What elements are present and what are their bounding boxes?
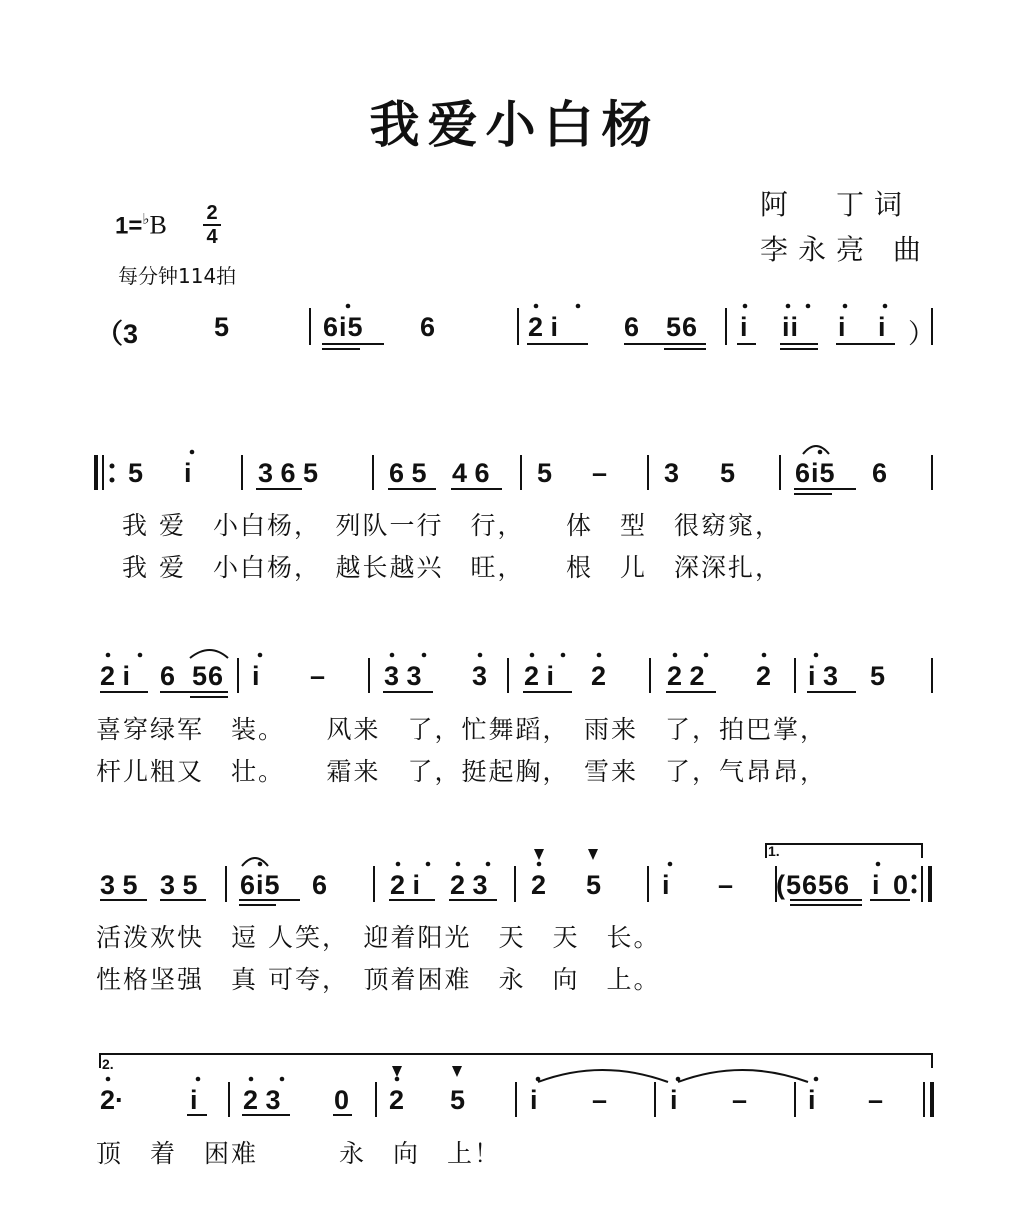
octave-dot <box>576 304 581 309</box>
octave-dot <box>486 862 491 867</box>
note: i <box>530 1085 538 1115</box>
note: 5 <box>128 458 144 488</box>
octave-dot <box>258 653 263 658</box>
flat-sign: ♭ <box>142 212 150 228</box>
tie <box>538 1070 668 1082</box>
volta-2-label: 2. <box>102 1056 114 1072</box>
song-title: 我爱小白杨 <box>369 95 660 154</box>
slur <box>242 858 268 866</box>
octave-dot <box>743 304 748 309</box>
note: 3 <box>472 661 488 691</box>
note: ii <box>782 312 800 342</box>
lyric-line-verse-2: 杆儿粗又 壮。 霜来 了，挺起胸， 雪来 了，气昂昂， <box>96 757 828 786</box>
octave-dot <box>876 862 881 867</box>
note: – <box>592 458 608 488</box>
repeat-dot <box>912 889 917 894</box>
octave-dot <box>668 862 673 867</box>
note: 6i5 <box>795 458 836 488</box>
note: 3 5 <box>160 870 198 900</box>
octave-dot <box>676 1077 681 1082</box>
note: 2 i <box>390 870 421 900</box>
octave-dot <box>561 653 566 658</box>
octave-dot <box>106 653 111 658</box>
octave-dot <box>762 653 767 658</box>
accent-mark <box>452 1066 462 1077</box>
accent-mark <box>534 849 544 860</box>
octave-dot <box>138 653 143 658</box>
repeat-dot <box>110 464 115 469</box>
note: i <box>740 312 748 342</box>
slur <box>190 650 228 658</box>
repeat-dot <box>912 875 917 880</box>
key-prefix: 1= <box>115 212 143 240</box>
note: 2· <box>100 1085 125 1115</box>
octave-dot <box>390 653 395 658</box>
note: – <box>732 1085 748 1115</box>
note: 6 5 <box>389 458 427 488</box>
note: 3 3 <box>384 661 422 691</box>
note: 3 6 5 <box>258 458 319 488</box>
accent-mark <box>392 1066 402 1077</box>
note: （3 <box>96 319 139 349</box>
note: 6 <box>312 870 328 900</box>
tie <box>678 1070 808 1082</box>
slur <box>803 446 829 454</box>
octave-dot <box>814 1077 819 1082</box>
lyric-line-verse-1: 我 爱 小白杨， 列队一行 行， 体 型 很窈窕， <box>122 511 782 540</box>
note: 6 <box>420 312 436 342</box>
octave-dot <box>422 653 427 658</box>
note: 56 <box>192 661 225 691</box>
note: 2 <box>756 661 772 691</box>
volta-1-label: 1. <box>768 843 780 859</box>
volta-1-bracket <box>766 844 922 858</box>
note: 5 <box>537 458 553 488</box>
note: i <box>252 661 260 691</box>
note: 5 <box>214 312 230 342</box>
octave-dot <box>818 450 823 455</box>
octave-dot <box>395 1077 400 1082</box>
note: 3 5 <box>100 870 138 900</box>
time-sig-bottom: 4 <box>206 226 218 248</box>
repeat-dot <box>110 478 115 483</box>
note: i 3 <box>808 661 839 691</box>
lyric-line-verse-1: 活泼欢快 逗 人笑， 迎着阳光 天 天 长。 <box>96 923 661 952</box>
note: 6i5 <box>323 312 364 342</box>
note: 6 <box>160 661 176 691</box>
octave-dot <box>530 653 535 658</box>
octave-dot <box>597 653 602 658</box>
octave-dot <box>280 1077 285 1082</box>
note: – <box>868 1085 884 1115</box>
composer-credit: 李永亮 曲 <box>760 233 931 266</box>
key-signature <box>115 210 167 241</box>
octave-dot <box>806 304 811 309</box>
octave-dot <box>249 1077 254 1082</box>
octave-dot <box>537 862 542 867</box>
lyric-line-verse-2: 我 爱 小白杨， 越长越兴 旺， 根 儿 深深扎， <box>122 553 782 582</box>
note: 2 3 <box>450 870 488 900</box>
note: 0 <box>334 1085 350 1115</box>
lyric-line-verse: 顶 着 困难 永 向 上！ <box>96 1139 502 1168</box>
note: i <box>662 870 670 900</box>
note: – <box>592 1085 608 1115</box>
note: 3 <box>664 458 680 488</box>
note: i <box>670 1085 678 1115</box>
note: 56 <box>666 312 699 342</box>
octave-dot <box>843 304 848 309</box>
note: 5 <box>586 870 602 900</box>
note: i <box>808 1085 816 1115</box>
note: – <box>310 661 326 691</box>
note: 2 i <box>100 661 131 691</box>
octave-dot <box>673 653 678 658</box>
lyric-line-verse-2: 性格坚强 真 可夸， 顶着困难 永 向 上。 <box>96 965 661 994</box>
octave-dot <box>396 862 401 867</box>
note: i <box>190 1085 198 1115</box>
octave-dot <box>456 862 461 867</box>
note: i <box>872 870 880 900</box>
note: 2 <box>389 1085 405 1115</box>
note: 0 <box>893 870 909 900</box>
lyricist-credit: 阿 丁词 <box>760 188 913 221</box>
note: 2 3 <box>243 1085 281 1115</box>
note: 5 <box>450 1085 466 1115</box>
volta-2-bracket <box>100 1054 932 1068</box>
octave-dot <box>883 304 888 309</box>
octave-dot <box>704 653 709 658</box>
octave-dot <box>426 862 431 867</box>
note: i <box>184 458 192 488</box>
note: 2 i <box>528 312 559 342</box>
note: 2 i <box>524 661 555 691</box>
octave-dot <box>786 304 791 309</box>
note: 2 <box>591 661 607 691</box>
octave-dot <box>346 304 351 309</box>
note: 2 <box>531 870 547 900</box>
tempo-marking: 每分钟114拍 <box>118 264 237 288</box>
octave-dot <box>258 862 263 867</box>
octave-dot <box>106 1077 111 1082</box>
note: – <box>718 870 734 900</box>
note: 5 <box>870 661 886 691</box>
note: 4 6 <box>452 458 490 488</box>
note: i <box>838 312 846 342</box>
note: ） <box>908 319 935 349</box>
key-note: B <box>149 210 167 240</box>
note: 6i5 <box>240 870 281 900</box>
note: 6 <box>624 312 640 342</box>
note: 5 <box>720 458 736 488</box>
time-signature <box>203 203 221 247</box>
octave-dot <box>196 1077 201 1082</box>
note: (5656 <box>776 870 851 900</box>
octave-dot <box>190 450 195 455</box>
note: 2 2 <box>667 661 705 691</box>
octave-dot <box>478 653 483 658</box>
octave-dot <box>536 1077 541 1082</box>
note: i <box>878 312 886 342</box>
octave-dot <box>534 304 539 309</box>
accent-mark <box>588 849 598 860</box>
lyric-line-verse-1: 喜穿绿军 装。 风来 了，忙舞蹈， 雨来 了，拍巴掌， <box>96 715 828 744</box>
time-sig-top: 2 <box>206 202 218 224</box>
note: 6 <box>872 458 888 488</box>
octave-dot <box>814 653 819 658</box>
